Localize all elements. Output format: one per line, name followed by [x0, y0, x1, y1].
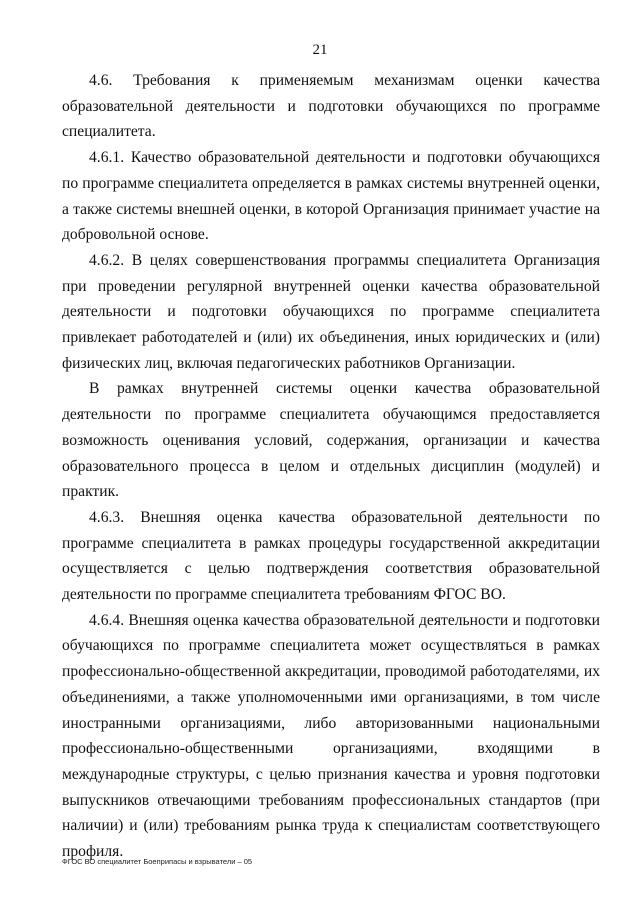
paragraph-4-6-2: 4.6.2. В целях совершенствования программы специалитета Организация при проведении регулярной внутренней оценки качества образовательной деятельности и подготовки обучающихся по программе специалитета привлекает работодателей и (или) их объединения, иных юридических и (или) физических лиц, включая педагогических работников Организации.: [62, 251, 600, 372]
paragraph-4-6-1: 4.6.1. Качество образовательной деятельности и подготовки обучающихся по программе специалитета определяется в рамках системы внутренней оценки, а также системы внешней оценки, в которой Организация принимает участие на добровольной основе.: [62, 149, 600, 244]
page-footer: ФГОС ВО специалитет Боеприпасы и взрыватели – 05: [62, 857, 253, 866]
paragraph-4-6: 4.6. Требования к применяемым механизмам оценки качества образовательной деятельности и подготовки обучающихся по программе специалитета.: [62, 72, 600, 141]
paragraph-4-6-3: 4.6.3. Внешняя оценка качества образовательной деятельности по программе специалитета в рамках процедуры государственной аккредитации осуществляется с целью подтверждения соответствия образовательной деятельности по программе специалитета требованиям ФГОС ВО.: [62, 508, 600, 604]
document-body: [62, 68, 600, 865]
paragraph-4-6-4: 4.6.4. Внешняя оценка качества образовательной деятельности и подготовки обучающихся по программе специалитета может осуществляться в рамках профессионально-общественной аккредитации, проводимой работодателями, их объединениями, а также уполномоченными ими организациями, в том числе иностранными организациями, либо авторизованными национальными профессионально-общественными организациями, входящими в международные структуры, с целью признания качества и уровня подготовки выпускников отвечающими требованиям профессиональных стандартов (при наличии) и (или) требованиям рынка труда к специалистам соответствующего профиля.: [62, 611, 600, 861]
page-number: 21: [312, 42, 328, 58]
paragraph-internal-assessment: В рамках внутренней системы оценки качества образовательной деятельности по программе специалитета обучающимся предоставляется возможность оценивания условий, содержания, организации и качества образовательного процесса в целом и отдельных дисциплин (модулей) и практик.: [62, 380, 600, 501]
